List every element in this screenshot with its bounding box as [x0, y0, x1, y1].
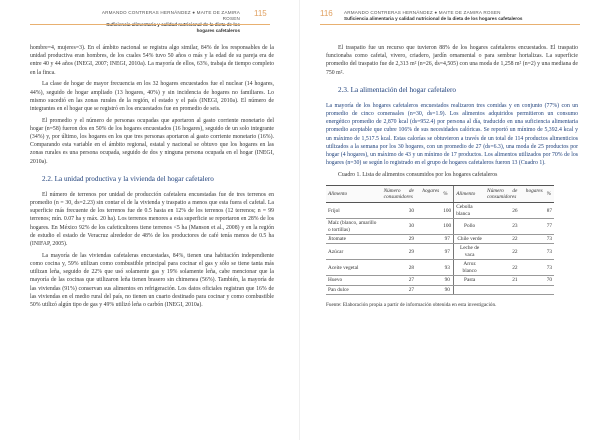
left-paragraph-2: La clase de hogar de mayor frecuencia en los 32 hogares encuestados fue el nuclear (14 hogares, 44%), seguido de hogar ampliado (13 hogares, 40%) y sin incidencia de hogares no familiares. Lo mismo sucedió en las zonas rurales de la región, el estado y el país (INEGI, 2010a). El número de integrantes en el hogar que se registró en los encuestados fue en promedio de seis.	[30, 81, 274, 112]
food-table	[326, 185, 554, 295]
right-paragraph-2: La mayoría de los hogares cafetaleros encuestados realizaron tres comidas y en conjunto (77%) con un promedio de cinco comensales (n=30, ds=1.9). Los alimentos adquiridos permitieron un consumo energético promedio de 2,870 kcal (ds=952.4) por persona al día, traducido en una suficiencia alimentaria promedio aceptable que cubre 106% de sus necesidades calóricas. Se reportó un mínimo de 5,392.4 kcal y un máximo de 1,517.5 kcal. Estas calorías se obtuvieron a través de un total de 114 productos alimenticios utilizados a la semana por los 30 hogares, con un promedio de 27 (ds=6.3), una moda de 25 productos por hogar (4 hogares), un máximo de 43 y un mínimo de 17 productos. Los alimentos utilizados por 70% de los hogares (n=30) se según lo registrado en el grupo de hogares cafetaleros fueron 13 (Cuadro 1).	[326, 102, 578, 167]
cell-households: 26	[485, 203, 545, 219]
cell-households: 22	[485, 260, 545, 276]
col-header-percent-1: %	[441, 185, 453, 203]
cell-households: 27	[382, 285, 442, 294]
cell-percent: 90	[441, 285, 453, 294]
cell-food: Cebolla blanca	[454, 203, 485, 219]
cell-households: 28	[382, 260, 442, 276]
left-running-header	[30, 8, 280, 33]
cell-percent: 73	[545, 244, 554, 260]
table-row	[326, 276, 554, 285]
col-header-food-1: Alimento	[326, 185, 382, 203]
right-page-body	[326, 44, 578, 309]
cell-food: Pan dulce	[326, 285, 382, 294]
table-row	[326, 244, 554, 260]
cell-percent: 77	[545, 219, 554, 235]
cell-percent: 73	[545, 235, 554, 244]
cell-percent: 93	[441, 260, 453, 276]
cell-households: 27	[382, 276, 442, 285]
left-header-rule	[30, 24, 270, 25]
cell-food	[454, 285, 485, 294]
cell-households	[485, 285, 545, 294]
cell-percent: 97	[441, 235, 453, 244]
cell-percent: 100	[441, 203, 453, 219]
table-row	[326, 203, 554, 219]
left-paragraph-5: La mayoría de las viviendas cafetaleras encuestadas, 84%, tienen una habitación independiente como cocina y, 59% utilizan como combustible principal para cocinar el gas y sólo se tiene tanta más utilizan leña, seguido de 22% que usó solamente gas y 19% solamente leña, cabe mencionar que la mayoría de las cocinas que utilizaron leña tienen brasero sin chimenea (56%). También, la mayoría de las viviendas (91%) conservan sus alimentos en refrigeración. Los datos oficiales registran que 16% de las viviendas en el medio rural del país, no tienen un cuarto destinado para cocinar y como combustible 50% utilizó algún tipo de gas y 49% utilizó leña o carbón (INEGI, 2010a).	[30, 252, 274, 308]
cell-food: Arroz blanco	[454, 260, 485, 276]
col-header-households-1: Número de hogares consumidores	[382, 185, 442, 203]
right-page	[300, 0, 600, 440]
cell-food: Pasta	[454, 276, 485, 285]
table-row	[326, 260, 554, 276]
section-heading-2-2: 2.2. La unidad productiva y la vivienda del hogar cafetalero	[42, 174, 214, 183]
cell-households: 29	[382, 235, 442, 244]
table-caption: Cuadro 1. Lista de alimentos consumidos por los hogares cafetaleros	[338, 172, 498, 179]
table-row	[326, 285, 554, 294]
cell-households: 29	[382, 244, 442, 260]
cell-food: Pollo	[454, 219, 485, 235]
table-row	[326, 219, 554, 235]
cell-percent	[545, 285, 554, 294]
cell-households: 30	[382, 203, 442, 219]
left-paragraph-3: El promedio y el número de personas ocupadas que aportaron al gasto corriente monetario del hogar (n=58) fueron dos en 50% de los hogares encuestados (16 hogares), seguido de un solo integrante (34%) y, por último, los hogares en los que tres personas aportaron al gasto corriente monetario (16%). Comparando esta variable en el ámbito regional, estatal y nacional se obtuvo que los hogares en las zonas rurales es una persona ocupada, seguido de dos y ninguna persona ocupada en el hogar (INEGI, 2010a).	[30, 117, 274, 165]
cell-food: Azúcar	[326, 244, 382, 260]
cell-food: Frijol	[326, 203, 382, 219]
right-page-number: 116	[320, 9, 333, 18]
right-header-authors: ARMANDO CONTRERAS HERNÁNDEZ ● MAITE DE ZAMIRA ROSEN	[344, 10, 501, 15]
cell-households: 21	[485, 276, 545, 285]
right-header-rule	[320, 24, 580, 25]
left-paragraph-1: hombre=4, mujeres=3). En el ámbito nacional se registra algo similar, 84% de los responsables de la unidad productiva eran hombres, de los cuales 54% tuvo 50 años o más y la edad de su pareja era de entre 40 y 44 años (INEGI, 2007; INEGI, 2010a). La mayoría de ellos, 63%, trabaja de tiempo completo en la finca.	[30, 45, 274, 76]
cell-food: Jitomate	[326, 235, 382, 244]
left-page-body	[30, 44, 274, 313]
cell-food: Aceite vegetal	[326, 260, 382, 276]
cell-households: 22	[485, 244, 545, 260]
cell-households: 23	[485, 219, 545, 235]
cell-percent: 97	[441, 244, 453, 260]
cell-households: 30	[382, 219, 442, 235]
left-paragraph-4: El número de terrenos por unidad de producción cafetalera encuestadas fue de tres terrenos en promedio (n = 30, ds=2.23) sin contar el de la vivienda y traspatio a menos que esta fuera el cafetal. La superficie más frecuente de los terrenos fue de 0.5 hasta en 12% de los terrenos (12 terrenos; n = 99 terrenos; mín. 0.07 ha y máx. 20 ha). Los terrenos menores a esta superficie se reportaron en 28% de los hogares. En México 92% de los cafeticultores tiene terrenos <5 ha (Manson et al., 2008) y en la región de estudio el estado de Veracruz alrededor de 48% de los productores de café tenía menos de 0.5 ha (INIFAP, 2005).	[30, 191, 274, 248]
cell-percent: 100	[441, 219, 453, 235]
right-header-text	[344, 10, 544, 22]
cell-households: 22	[485, 235, 545, 244]
cell-food: Huevo	[326, 276, 382, 285]
section-heading-2-3: 2.3. La alimentación del hogar cafetalero	[338, 85, 456, 94]
cell-percent: 70	[545, 276, 554, 285]
left-page-number: 115	[254, 9, 267, 18]
col-header-food-2: Alimento	[454, 185, 485, 203]
cell-food: Leche de vaca	[454, 244, 485, 260]
cell-food: Maíz (blanco, amarillo o tortillas)	[326, 219, 382, 235]
col-header-households-2: Número de hogares consumidores	[485, 185, 545, 203]
cell-percent: 90	[441, 276, 453, 285]
right-header-subtitle: Suficiencia alimentaria y calidad nutricional de la dieta de los hogares cafetaleros	[344, 16, 523, 21]
table-header-row	[326, 185, 554, 203]
cell-percent: 73	[545, 260, 554, 276]
cell-percent: 87	[545, 203, 554, 219]
left-header-authors: ARMANDO CONTRERAS HERNÁNDEZ ● MAITE DE ZAMIRA ROSEN	[101, 10, 240, 21]
right-running-header	[320, 8, 580, 30]
table-source-note: Fuente: Elaboración propia a partir de información obtenida en esta investigación.	[326, 301, 497, 308]
left-header-text	[90, 10, 240, 34]
col-header-percent-2: %	[545, 185, 554, 203]
table-row	[326, 235, 554, 244]
cell-food: Chile verde	[454, 235, 485, 244]
right-paragraph-1: El traspatio fue un recurso que tuvieron 88% de los hogares cafetaleros encuestados. El traspatio funcionaba como cafetal, vivero, criadero, jardín ornamental o para sembrar hortalizas. La superficie promedio del traspatio fue de 2,313 m² (n=26, ds=4,505) con una moda de 1,258 m² (n=2) y una mediana de 750 m².	[326, 45, 578, 76]
left-header-subtitle: hogares cafetaleros	[196, 28, 240, 33]
